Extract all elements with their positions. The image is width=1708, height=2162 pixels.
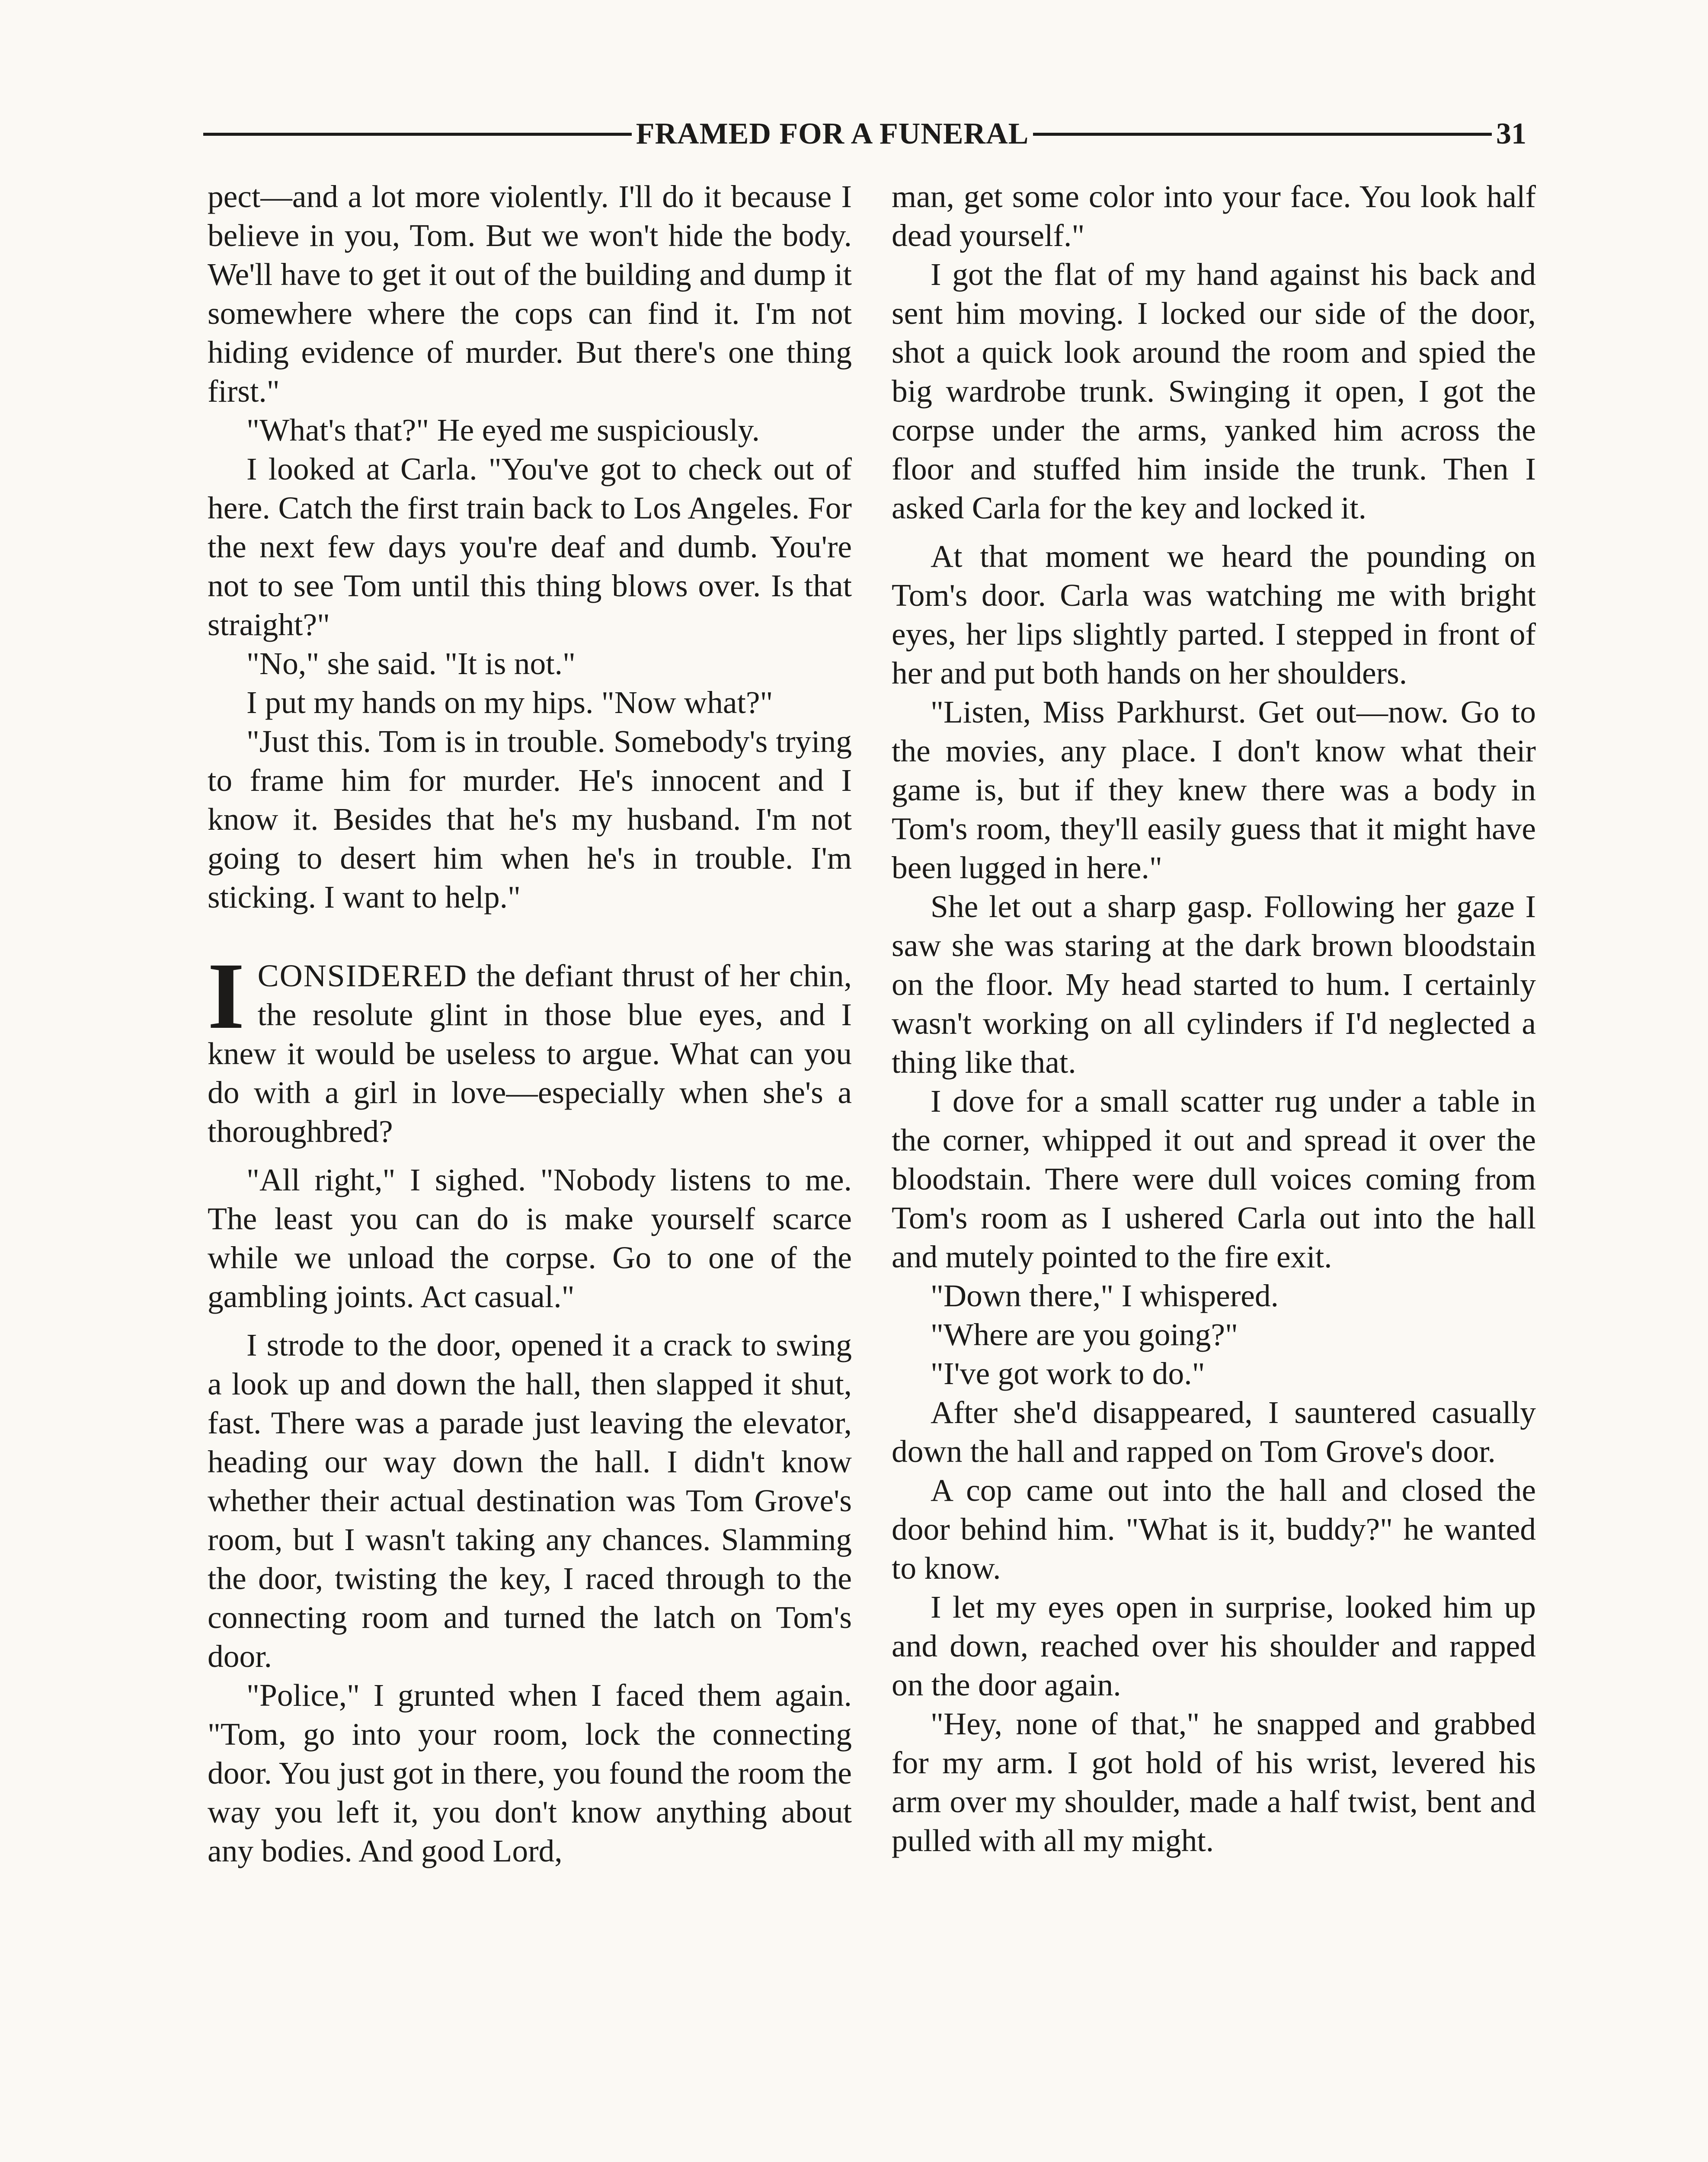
left-column [208,177,852,2162]
right-column [892,177,1536,2162]
paragraph: "Listen, Miss Parkhurst. Get out—now. Go to the movies, any place. I don't know what their game is, but if they knew there was a body in Tom's room, they'll easily guess that it might have been lugged in here." [892,694,1536,885]
running-title: FRAMED FOR A FUNERAL [636,117,1029,150]
header-rule-left [203,133,632,136]
paragraph: "No," she said. "It is not." [246,646,576,681]
paragraph: "All right," I sighed. "Nobody listens to me. The least you can do is make yourself scarce while we unload the corpse. Go to one of the gambling joints. Act casual." [208,1162,852,1314]
page-number: 31 [1496,117,1527,150]
paragraph: pect—and a lot more violently. I'll do it because I believe in you, Tom. But we won't hide the body. We'll have to get it out of the building and dump it somewhere where the cops can find it. I'm not hiding evidence of murder. But there's one thing first." [208,179,852,409]
paragraph: "Hey, none of that," he snapped and grabbed for my arm. I got hold of his wrist, levered his arm over my shoulder, made a half twist, bent and pulled with all my might. [892,1706,1536,1858]
paragraph: I got the flat of my hand against his back and sent him moving. I locked our side of the door, shot a quick look around the room and spied the big wardrobe trunk. Swinging it open, I got the corpse under the arms, yanked him across the floor and stuffed him inside the trunk. Then I asked Carla for the key and locked it. [892,257,1536,525]
paragraph: "Just this. Tom is in trouble. Somebody's trying to frame him for murder. He's innocent and I know it. Besides that he's my husband. I'm not going to desert him when he's in trouble. I'm sticking. I want to help." [208,724,852,915]
paragraph: I dove for a small scatter rug under a table in the corner, whipped it out and spread it over the bloodstain. There were dull voices coming from Tom's room as I ushered Carla out into the hall and mutely pointed to the fire exit. [892,1084,1536,1274]
paragraph: I let my eyes open in surprise, looked him up and down, reached over his shoulder and rapped on the door again. [892,1590,1536,1702]
paragraph: She let out a sharp gasp. Following her gaze I saw she was staring at the dark brown bloodstain on the floor. My head started to hum. I certainly wasn't working on all cylinders if I'd neglected a thing like that. [892,889,1536,1080]
paragraph: "Police," I grunted when I faced them again. "Tom, go into your room, lock the connecting door. You just got in there, you found the room the way you left it, you don't know anything about any bodies. And good Lord, [208,1678,852,1868]
page-header [203,108,1526,160]
header-rule-right [1033,133,1462,136]
paragraph: "I've got work to do." [931,1356,1205,1391]
paragraph: "Down there," I whispered. [931,1278,1279,1313]
paragraph: A cop came out into the hall and closed the door behind him. "What is it, buddy?" he wanted to know. [892,1473,1536,1586]
dropcap-paragraph-text: the defiant thrust of her chin, the resolute glint in those blue eyes, and I knew it would be useless to argue. What can you do with a girl in love—especially when she's a thoroughbred? [208,958,852,1149]
lead-word: CONSIDERED [257,958,468,993]
paragraph: "Where are you going?" [931,1317,1238,1352]
paragraph: man, get some color into your face. You look half dead yourself." [892,179,1536,253]
paragraph: At that moment we heard the pounding on Tom's door. Carla was watching me with bright eyes, her lips slightly parted. I stepped in front of her and put both hands on her shoulders. [892,539,1536,691]
paragraph: After she'd disappeared, I sauntered casually down the hall and rapped on Tom Grove's door. [892,1395,1536,1469]
paragraph: I put my hands on my hips. "Now what?" [246,685,773,720]
paragraph: I looked at Carla. "You've got to check out of here. Catch the first train back to Los Angeles. For the next few days you're deaf and dumb. You're not to see Tom until this thing blows over. Is that straight?" [208,451,852,642]
drop-cap: I [208,943,245,1049]
paragraph: I strode to the door, opened it a crack to swing a look up and down the hall, then slapped it shut, fast. There was a parade just leaving the elevator, heading our way down the hall. I didn't know whether their actual destination was Tom Grove's room, but I wasn't taking any chances. Slamming the door, twisting the key, I raced through to the connecting room and turned the latch on Tom's door. [208,1327,852,1674]
dropcap-paragraph [208,943,852,1151]
paragraph: "What's that?" He eyed me suspiciously. [246,413,760,448]
header-rule-short [1462,133,1492,136]
